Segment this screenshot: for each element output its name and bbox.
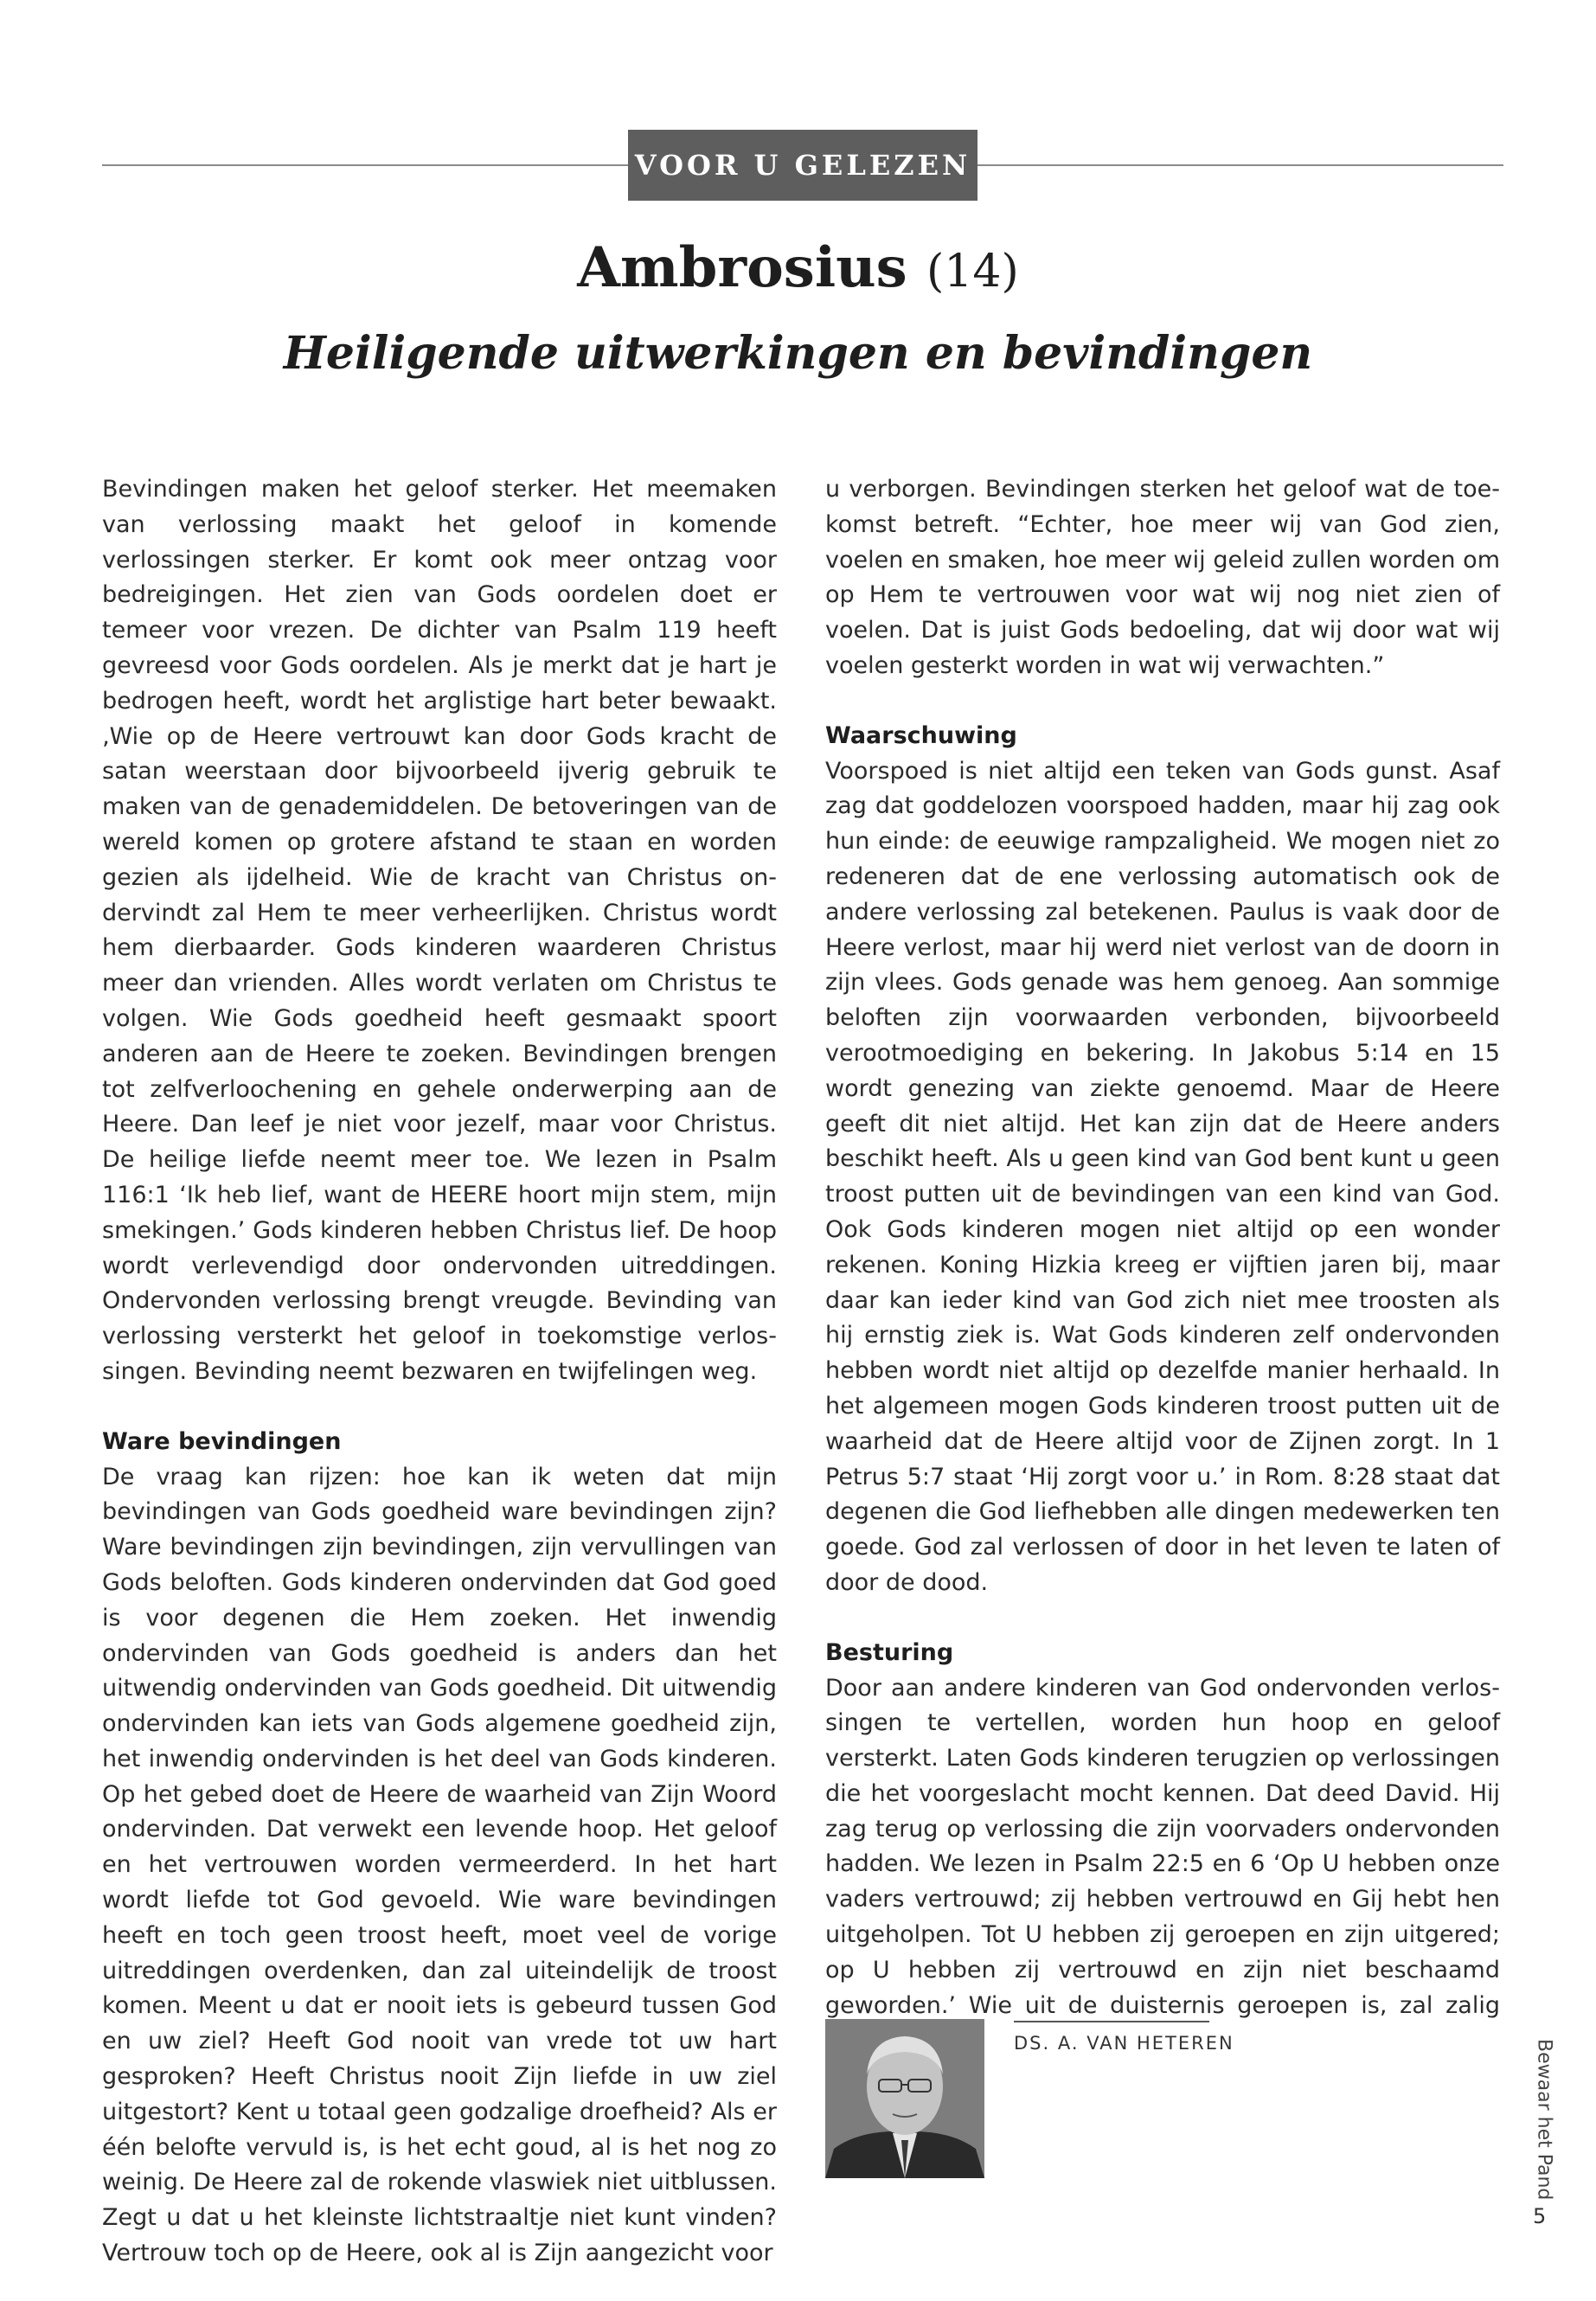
author-photo	[825, 2019, 984, 2178]
header-rule-right	[977, 164, 1503, 166]
header-rule-left	[102, 164, 628, 166]
paragraph-ware-bevindingen: De vraag kan rijzen: hoe kan ik weten dat mijn bevindingen van Gods goedheid ware bevindingen zijn? Ware bevindingen zijn bevindingen, zijn vervullingen van Gods beloften. Gods kinderen ondervinden dat God goed is voor degenen die Hem zoeken. Het inwendig ondervinden van Gods goedheid is anders dan het uitwendig ondervinden van Gods goedheid. Dit uitwendig ondervinden kan iets van Gods algemene goedheid zijn, het inwendig ondervinden is het deel van Gods kinderen. Op het gebed doet de Heere de waarheid van Zijn Woord ondervinden. Dat verwekt een levende hoop. Het geloof en het vertrouwen worden vermeerderd. In het hart wordt liefde tot God gevoeld. Wie ware bevindingen heeft en toch geen troost heeft, moet veel de vorige uitreddingen overdenken, dan zal uiteindelijk de troost komen. Meent u dat er nooit iets is gebeurd tussen God en uw ziel? Heeft God nooit van vrede tot uw hart gesproken? Heeft Christus nooit Zijn liefde in uw ziel uitgestort? Kent u totaal geen godzalige droefheid? Als er één belofte vervuld is, is het echt goud, al is het nog zo weinig. De Heere zal de rokende vlaswiek niet uitblussen. Zegt u dat u het kleinste lichtstraaltje niet kunt vinden? Vertrouw toch op de Heere, ook al is Zijn aangezicht voor	[102, 1463, 777, 2267]
author-name: DS. A. VAN HETEREN	[1014, 2033, 1234, 2054]
section-label: VOOR U GELEZEN	[628, 130, 977, 201]
intro-paragraph: Bevindingen maken het geloof sterker. Het meemaken van verlossing maakt het geloof in komende verlossingen sterker. Er komt ook meer ontzag voor bedreigingen. Het zien van Gods oordelen doet er temeer voor vrezen. De dichter van Psalm 119 heeft gevreesd voor Gods oordelen. Als je merkt dat je hart je bedrogen heeft, wordt het arglistige hart beter bewaakt. ‚Wie op de Heere vertrouwt kan door Gods kracht de satan weerstaan door bijvoorbeeld ijverig gebruik te maken van de genademiddelen. De betoveringen van de wereld komen op grotere afstand te staan en worden gezien als ijdelheid. Wie de kracht van Christus ondervindt zal Hem te meer verheerlijken. Christus wordt hem dierbaarder. Gods kinderen waarderen Christus meer dan vrienden. Alles wordt verlaten om Christus te volgen. Wie Gods goedheid heeft gesmaakt spoort anderen aan de Heere te zoeken. Bevindingen brengen tot zelfverloochening en gehele onderwerping aan de Heere. Dan leef je niet voor jezelf, maar voor Christus. De heilige liefde neemt meer toe. We lezen in Psalm 116:1 ‘Ik heb lief, want de HEERE hoort mijn stem, mijn smekingen.’ Gods kinderen hebben Christus lief. De hoop wordt verlevendigd door ondervonden uitreddingen. Ondervonden verlossing brengt vreugde. Bevinding van verlossing versterkt het geloof in toekomstige verlossingen. Bevinding neemt bezwaren en twijfelingen weg.	[102, 476, 777, 1385]
magazine-name	[1531, 2016, 1557, 2223]
magazine-name-text: Bewaar het Pand	[1533, 2038, 1555, 2201]
article-title	[0, 235, 1596, 300]
heading-waarschuwing: Waarschuwing	[825, 721, 1017, 749]
heading-ware-bevindingen: Ware bevindingen	[102, 1427, 342, 1455]
column-left	[102, 472, 777, 2272]
author-rule	[1014, 2021, 1209, 2022]
article-subtitle: Heiligende uitwerkingen en bevindingen	[283, 327, 1313, 380]
page-number: 5	[1533, 2204, 1547, 2228]
title-text: Ambrosius	[577, 235, 907, 300]
heading-besturing: Besturing	[825, 1638, 954, 1666]
column-right	[825, 472, 1500, 2059]
continuation-paragraph: u verborgen. Bevindingen sterken het geloof wat de toekomst betreft. “Echter, hoe meer wij van God zien, voelen en smaken, hoe meer wij geleid zullen worden om op Hem te vertrouwen voor wat wij nog niet zien of voelen. Dat is juist Gods bedoeling, dat wij door wat wij voelen gesterkt worden in wat wij verwachten.”	[825, 476, 1500, 679]
paragraph-waarschuwing: Voorspoed is niet altijd een teken van Gods gunst. Asaf zag dat goddelozen voorspoed hadden, maar hij zag ook hun einde: de eeuwige rampzaligheid. We mogen niet zo redeneren dat de ene verlossing automatisch ook de andere verlossing zal betekenen. Paulus is vaak door de Heere verlost, maar hij werd niet verlost van de doorn in zijn vlees. Gods genade was hem genoeg. Aan sommige beloften zijn voorwaarden verbonden, bijvoorbeeld verootmoediging en bekering. In Jakobus 5:14 en 15 wordt genezing van ziekte genoemd. Maar de Heere geeft dit niet altijd. Het kan zijn dat de Heere anders beschikt heeft. Als u geen kind van God bent kunt u geen troost putten uit de bevindingen van een kind van God. Ook Gods kinderen mogen niet altijd op een wonder rekenen. Koning Hizkia kreeg er vijftien jaren bij, maar daar kan ieder kind van God zich niet mee troosten als hij ernstig ziek is. Wat Gods kinderen zelf ondervonden hebben wordt niet altijd op dezelfde manier herhaald. In het algemeen mogen Gods kinderen troost putten uit de waarheid dat de Heere altijd voor de Zijnen zorgt. In 1 Petrus 5:7 staat ‘Hij zorgt voor u.’ in Rom. 8:28 staat dat degenen die God liefhebben alle dingen medewerken ten goede. God zal verlossen of door in het leven te laten of door de dood.	[825, 757, 1500, 1596]
paragraph-besturing: Door aan andere kinderen van God ondervonden verlossingen te vertellen, worden hun hoop en geloof versterkt. Laten Gods kinderen terugzien op verlossingen die het voorgeslacht mocht kennen. Dat deed David. Hij zag terug op verlossing die zijn voorvaders ondervonden hadden. We lezen in Psalm 22:5 en 6 ‘Op U hebben onze vaders vertrouwd; zij hebben vertrouwd en Gij hebt hen uitgeholpen. Tot U hebben zij geroepen en zijn uitgered; op U hebben zij vertrouwd en zijn niet beschaamd geworden.’ Wie uit de duisternis geroepen is, zal zalig	[825, 1674, 1500, 2019]
title-number: (14)	[926, 246, 1019, 298]
